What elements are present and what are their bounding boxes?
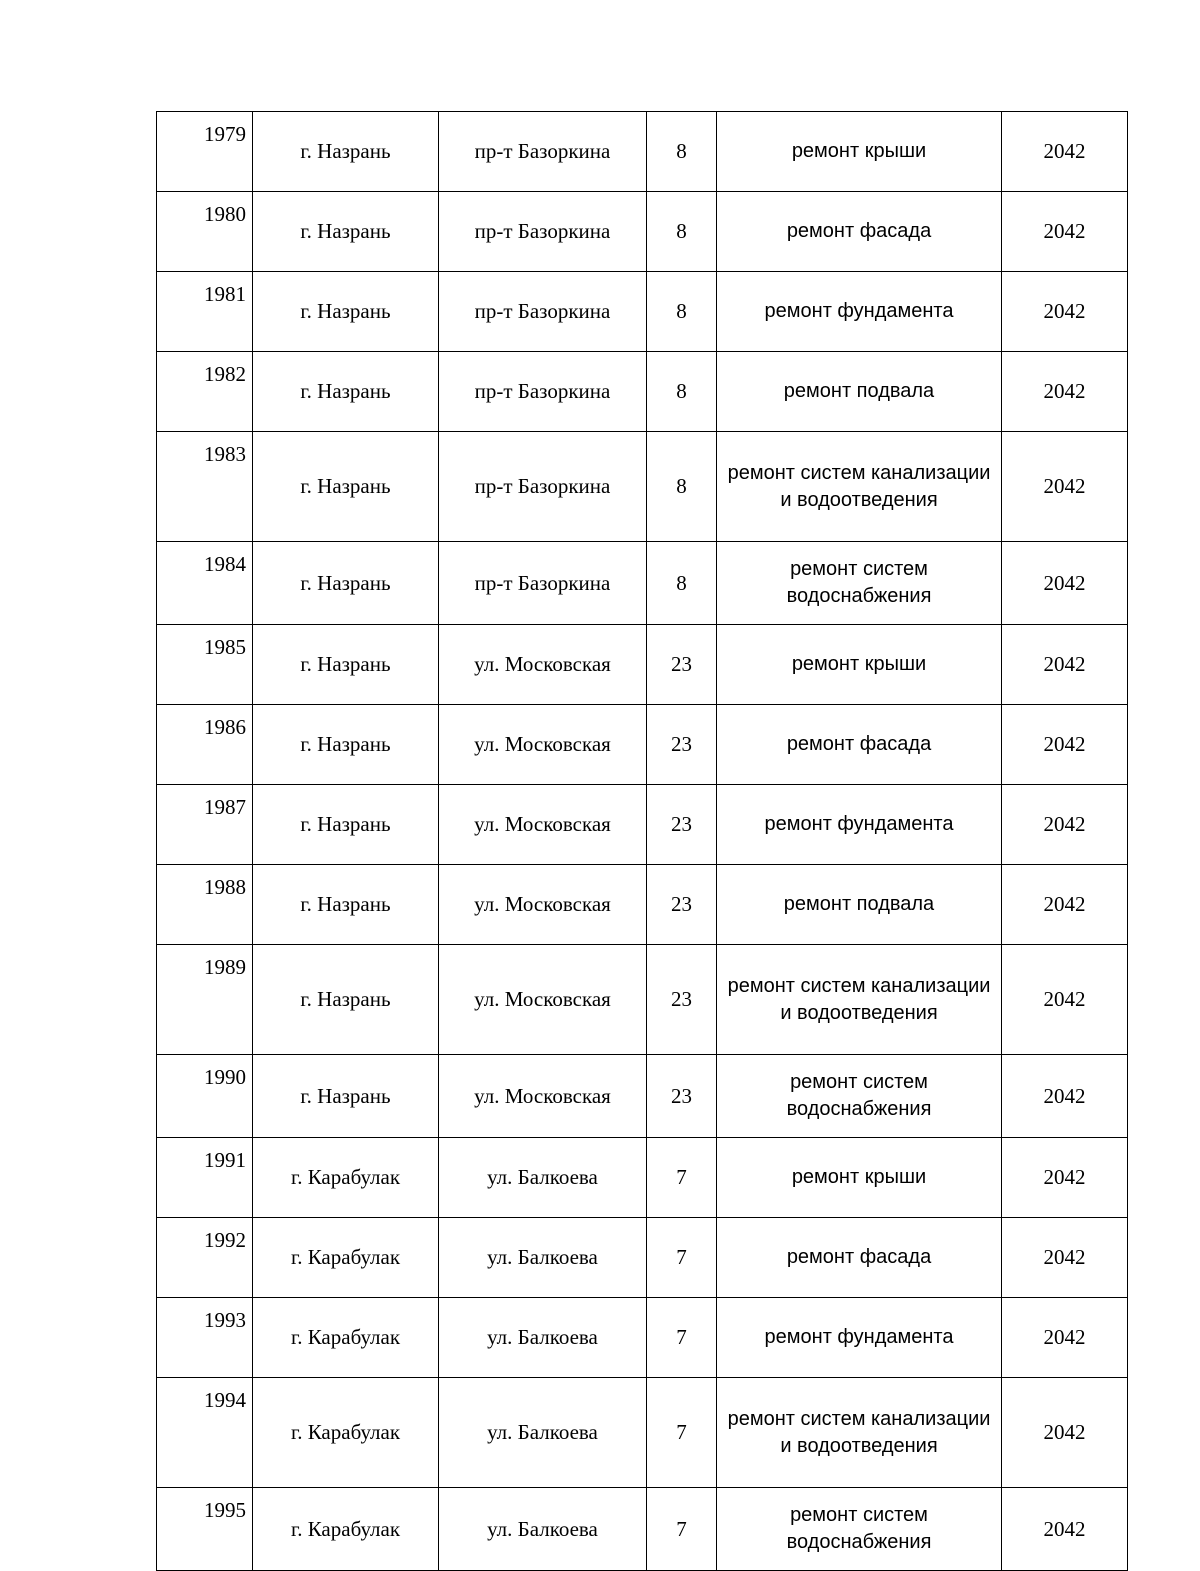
year-cell: 2042 [1002,625,1128,705]
table-row [157,192,1128,272]
city-cell: г. Назрань [253,945,439,1055]
year-cell: 2042 [1002,192,1128,272]
year-cell: 2042 [1002,1218,1128,1298]
work-type-cell [717,1218,1002,1298]
work-type-cell [717,1138,1002,1218]
house-number-cell: 8 [647,542,717,625]
year-cell: 2042 [1002,352,1128,432]
table-row [157,625,1128,705]
city-cell: г. Назрань [253,542,439,625]
table-row [157,432,1128,542]
year-cell: 2042 [1002,542,1128,625]
work-type-text: ремонт крыши [791,140,927,162]
city-cell: г. Назрань [253,192,439,272]
street-cell: ул. Балкоева [439,1138,647,1218]
table-row [157,945,1128,1055]
work-type-cell [717,945,1002,1055]
row-number-cell: 1989 [157,945,253,1055]
city-cell: г. Назрань [253,865,439,945]
table-row [157,272,1128,352]
work-type-cell [717,865,1002,945]
work-type-cell [717,785,1002,865]
street-cell: ул. Балкоева [439,1218,647,1298]
house-number-cell: 23 [647,1055,717,1138]
work-type-text: ремонт систем водоснабжения [786,1504,932,1553]
work-type-text: ремонт систем водоснабжения [786,1071,932,1120]
work-type-cell [717,112,1002,192]
table-row [157,1488,1128,1571]
house-number-cell: 7 [647,1298,717,1378]
work-type-text: ремонт фундамента [764,1326,954,1348]
street-cell: пр-т Базоркина [439,272,647,352]
street-cell: пр-т Базоркина [439,542,647,625]
year-cell: 2042 [1002,705,1128,785]
row-number-cell: 1986 [157,705,253,785]
house-number-cell: 8 [647,112,717,192]
house-number-cell: 23 [647,785,717,865]
table-row [157,1055,1128,1138]
city-cell: г. Карабулак [253,1298,439,1378]
year-cell: 2042 [1002,112,1128,192]
work-type-text: ремонт фасада [786,733,932,755]
table-row [157,785,1128,865]
house-number-cell: 8 [647,192,717,272]
table-row [157,1218,1128,1298]
work-type-cell [717,542,1002,625]
year-cell: 2042 [1002,1378,1128,1488]
house-number-cell: 7 [647,1488,717,1571]
city-cell: г. Назрань [253,432,439,542]
work-type-text: ремонт подвала [783,893,935,915]
house-number-cell: 7 [647,1138,717,1218]
table-row [157,352,1128,432]
row-number-cell: 1988 [157,865,253,945]
work-type-cell [717,1378,1002,1488]
house-number-cell: 23 [647,865,717,945]
year-cell: 2042 [1002,1488,1128,1571]
table-body [157,112,1128,1571]
house-number-cell: 8 [647,432,717,542]
house-number-cell: 8 [647,272,717,352]
work-type-cell [717,705,1002,785]
work-type-text: ремонт подвала [783,380,935,402]
house-number-cell: 8 [647,352,717,432]
work-type-cell [717,192,1002,272]
row-number-cell: 1992 [157,1218,253,1298]
row-number-cell: 1982 [157,352,253,432]
house-number-cell: 7 [647,1218,717,1298]
row-number-cell: 1987 [157,785,253,865]
row-number-cell: 1984 [157,542,253,625]
table-row [157,865,1128,945]
street-cell: ул. Балкоева [439,1298,647,1378]
work-type-text: ремонт фундамента [764,300,954,322]
street-cell: ул. Московская [439,625,647,705]
row-number-cell: 1990 [157,1055,253,1138]
work-type-text: ремонт систем канализации и водоотведения [727,1407,991,1457]
house-number-cell: 23 [647,705,717,785]
city-cell: г. Назрань [253,705,439,785]
street-cell: ул. Московская [439,945,647,1055]
table-row [157,705,1128,785]
city-cell: г. Карабулак [253,1138,439,1218]
repair-schedule-table [156,111,1128,1571]
work-type-cell [717,1298,1002,1378]
street-cell: ул. Балкоева [439,1378,647,1488]
street-cell: пр-т Базоркина [439,352,647,432]
row-number-cell: 1983 [157,432,253,542]
work-type-text: ремонт систем канализации и водоотведения [727,974,991,1024]
year-cell: 2042 [1002,865,1128,945]
street-cell: ул. Московская [439,1055,647,1138]
city-cell: г. Назрань [253,625,439,705]
city-cell: г. Назрань [253,1055,439,1138]
year-cell: 2042 [1002,432,1128,542]
year-cell: 2042 [1002,272,1128,352]
street-cell: ул. Московская [439,865,647,945]
city-cell: г. Назрань [253,352,439,432]
year-cell: 2042 [1002,1138,1128,1218]
work-type-text: ремонт крыши [791,1166,927,1188]
year-cell: 2042 [1002,1055,1128,1138]
year-cell: 2042 [1002,785,1128,865]
table-row [157,112,1128,192]
work-type-cell [717,432,1002,542]
row-number-cell: 1994 [157,1378,253,1488]
row-number-cell: 1991 [157,1138,253,1218]
house-number-cell: 23 [647,625,717,705]
work-type-text: ремонт систем водоснабжения [786,558,932,607]
work-type-text: ремонт крыши [791,653,927,675]
street-cell: пр-т Базоркина [439,432,647,542]
table-row [157,542,1128,625]
work-type-text: ремонт фасада [786,1246,932,1268]
city-cell: г. Карабулак [253,1488,439,1571]
row-number-cell: 1993 [157,1298,253,1378]
table-row [157,1138,1128,1218]
city-cell: г. Назрань [253,112,439,192]
city-cell: г. Карабулак [253,1378,439,1488]
row-number-cell: 1981 [157,272,253,352]
work-type-cell [717,1488,1002,1571]
street-cell: ул. Московская [439,705,647,785]
year-cell: 2042 [1002,945,1128,1055]
city-cell: г. Назрань [253,272,439,352]
year-cell: 2042 [1002,1298,1128,1378]
street-cell: пр-т Базоркина [439,192,647,272]
row-number-cell: 1980 [157,192,253,272]
house-number-cell: 7 [647,1378,717,1488]
work-type-text: ремонт фасада [786,220,932,242]
work-type-cell [717,352,1002,432]
work-type-cell [717,1055,1002,1138]
city-cell: г. Карабулак [253,1218,439,1298]
work-type-cell [717,272,1002,352]
street-cell: пр-т Базоркина [439,112,647,192]
work-type-cell [717,625,1002,705]
house-number-cell: 23 [647,945,717,1055]
street-cell: ул. Московская [439,785,647,865]
row-number-cell: 1979 [157,112,253,192]
table-row [157,1378,1128,1488]
row-number-cell: 1995 [157,1488,253,1571]
work-type-text: ремонт систем канализации и водоотведения [727,461,991,511]
row-number-cell: 1985 [157,625,253,705]
city-cell: г. Назрань [253,785,439,865]
work-type-text: ремонт фундамента [764,813,954,835]
street-cell: ул. Балкоева [439,1488,647,1571]
table-row [157,1298,1128,1378]
